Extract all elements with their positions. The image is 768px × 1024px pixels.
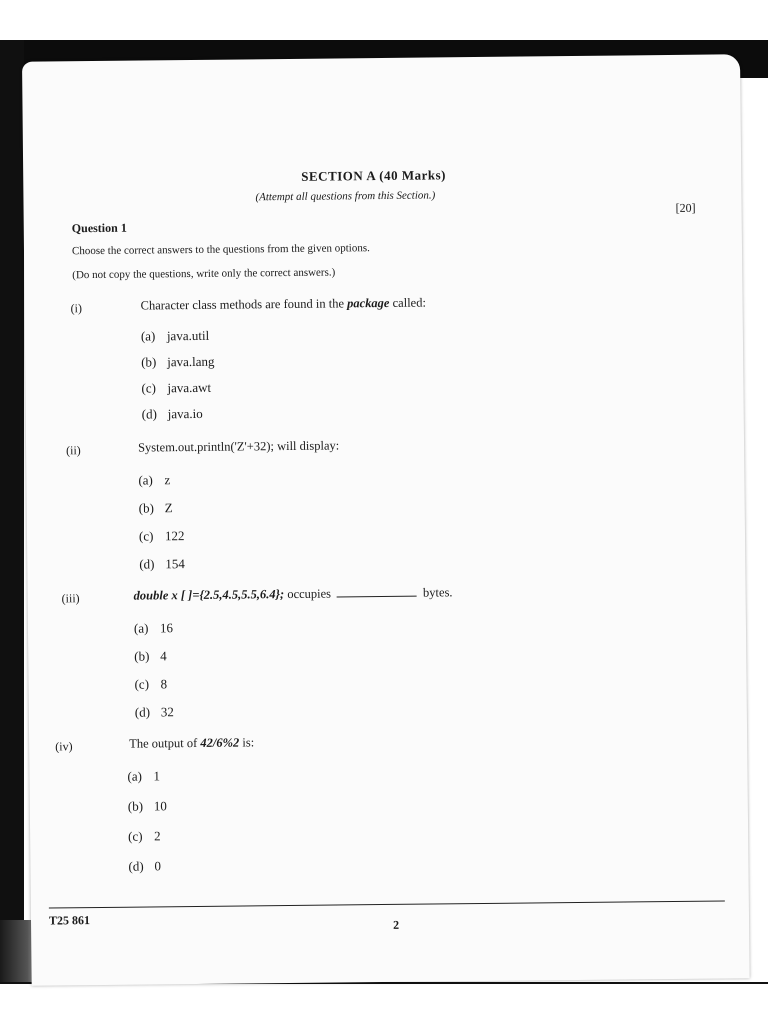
option-label: (b) — [141, 354, 157, 370]
question-text: Character class methods are found in the — [140, 296, 348, 313]
option-row — [128, 798, 167, 814]
option-value: java.awt — [167, 379, 212, 396]
option-label: (d) — [134, 704, 151, 720]
section-subtitle: (Attempt all questions from this Section.) — [255, 189, 436, 204]
option-value: 32 — [160, 704, 174, 720]
option-label: (b) — [134, 648, 150, 664]
exam-page — [22, 54, 750, 985]
question-instruction: Choose the correct answers to the questions from the given options. — [71, 242, 370, 258]
item-number: (ii) — [66, 443, 81, 458]
option-value: Z — [164, 500, 173, 516]
option-label: (b) — [138, 500, 154, 516]
option-row — [142, 406, 203, 423]
question-text-end: bytes. — [422, 585, 453, 600]
option-label: (d) — [139, 556, 155, 572]
option-value: 10 — [153, 798, 167, 814]
option-label: (b) — [127, 798, 144, 814]
question-text: occupies — [284, 586, 332, 602]
question-title: Question 1 — [71, 220, 127, 236]
option-row — [127, 768, 160, 784]
option-label: (c) — [134, 676, 150, 692]
footer-rule — [49, 900, 725, 908]
option-value: 0 — [154, 858, 162, 874]
question-instruction-note: (Do not copy the questions, write only the correct answers.) — [72, 266, 336, 282]
item-question-text: System.out.println('Z'+32); will display: — [137, 438, 340, 455]
item-question-text — [129, 735, 254, 751]
option-value: java.util — [166, 327, 210, 344]
item-question-text — [134, 585, 453, 603]
question-text-end: called: — [389, 295, 426, 310]
option-row — [141, 380, 211, 397]
question-emphasis: 42/6%2 — [200, 735, 240, 750]
option-row — [141, 328, 209, 345]
paper-code: T25 861 — [48, 913, 91, 928]
option-label: (a) — [140, 328, 156, 344]
option-row — [134, 676, 167, 692]
item-number: (iii) — [61, 591, 80, 606]
scan-left-border — [0, 40, 24, 984]
marks-total: [20] — [675, 200, 696, 215]
option-value: z — [164, 472, 171, 488]
option-label: (d) — [141, 406, 157, 422]
option-row — [139, 556, 185, 572]
question-emphasis: package — [347, 295, 390, 311]
item-number: (iv) — [55, 739, 73, 754]
option-label: (a) — [127, 768, 143, 784]
option-value: 2 — [154, 828, 161, 844]
option-row — [138, 472, 170, 488]
item-question-text — [141, 296, 426, 314]
option-value: 154 — [165, 556, 185, 572]
option-value: 16 — [159, 620, 174, 636]
option-row — [128, 858, 161, 874]
question-text-end: is: — [239, 735, 255, 750]
option-value: 122 — [164, 528, 185, 544]
option-row — [134, 648, 167, 664]
option-row — [141, 354, 214, 371]
option-value: 4 — [160, 648, 167, 664]
option-value: 8 — [160, 676, 168, 692]
option-row — [134, 620, 173, 636]
option-value: java.lang — [167, 353, 215, 370]
option-label: (c) — [141, 380, 156, 396]
option-row — [139, 528, 185, 544]
question-text: The output of — [129, 735, 201, 751]
option-label: (c) — [138, 528, 154, 544]
page-number: 2 — [393, 917, 400, 932]
option-label: (d) — [128, 858, 144, 874]
option-value: 1 — [153, 768, 161, 784]
section-title: SECTION A (40 Marks) — [301, 167, 447, 184]
option-row — [139, 500, 173, 516]
question-emphasis: double x [ ]={2.5,4.5,5.5,6.4}; — [133, 587, 285, 603]
option-row — [128, 828, 161, 844]
item-number: (i) — [70, 301, 83, 316]
option-label: (a) — [138, 472, 153, 488]
option-label: (c) — [128, 828, 143, 844]
option-row — [135, 704, 174, 720]
option-label: (a) — [133, 620, 149, 636]
option-value: java.io — [167, 405, 203, 422]
answer-blank — [337, 596, 417, 598]
